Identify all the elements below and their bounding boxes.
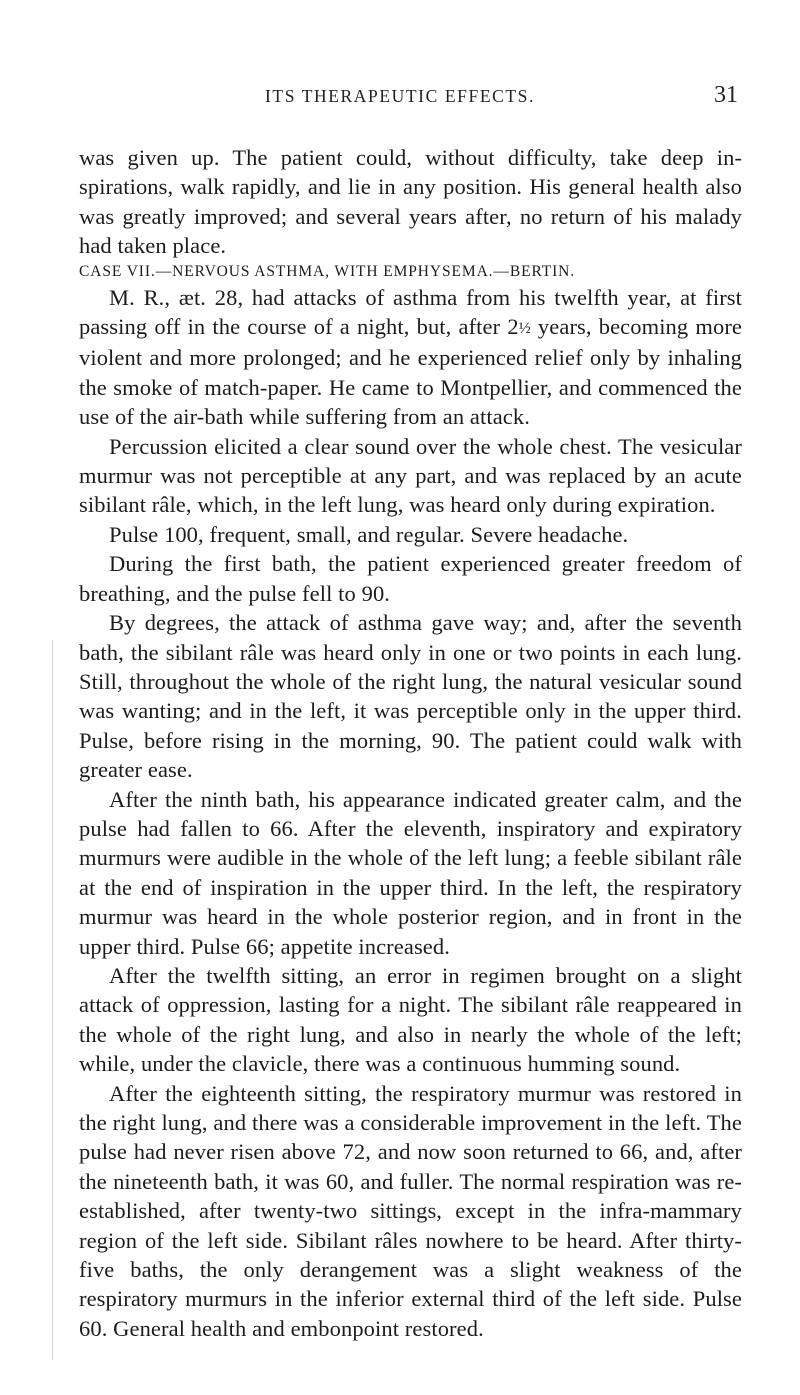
case-heading: CASE VII.—NERVOUS ASTHMA, WITH EMPHYSEMA.—BERTIN. (79, 262, 576, 280)
paragraph-eighteenth-sitting: After the eighteenth sitting, the respiratory murmur was restored in the right lung, and there was a considerable improvement in the left. The pulse had never risen above 72, and now soon returned to 66, and, after the nineteenth bath, it was 60, and fuller. The normal respiration was re-established, after twenty-two sittings, except in the infra-mammary region of the left side. Sibilant râles nowhere to be heard. After thirty-five baths, the only derangement was a slight weakness of the respiratory murmurs in the inferior external third of the left side. Pulse 60. General health and embonpoint restored. (79, 1080, 742, 1341)
fraction-half: ½ (518, 320, 531, 338)
paragraph-case-history-start: M. R., æt. 28, had attacks of asthma from his twelfth year, at first passing off in the course of a night, but, after 2 (79, 284, 742, 340)
running-title: ITS THERAPEUTIC EFFECTS. (265, 86, 535, 106)
paragraph-twelfth-sitting: After the twelfth sitting, an error in regimen brought on a slight attack of oppression, lasting for a night. The sibilant râle reappeared in the whole of the right lung, and also in nearly the whole of the left; while, under the clavicle, there was a continuous humming sound. (79, 962, 742, 1077)
paragraph-first-bath: During the first bath, the patient experienced greater freedom of breathing, and the pulse fell to 90. (79, 551, 742, 606)
page-number: 31 (714, 82, 738, 108)
paragraph-percussion: Percussion elicited a clear sound over the whole chest. The vesicular murmur was not perceptible at any part, and was replaced by an acute sibilant râle, which, in the left lung, was heard only during expiration. (79, 433, 742, 518)
margin-shadow-line (52, 640, 53, 1360)
running-head (0, 82, 800, 112)
body-text (79, 143, 742, 1343)
paragraph-seventh-bath: By degrees, the attack of asthma gave way; and, after the seventh bath, the sibilant râle was heard only in one or two points in each lung. Still, throughout the whole of the right lung, the natural vesicular sound was wanting; and in the left, it was perceptible only in the upper third. Pulse, before rising in the morning, 90. The patient could walk with greater ease. (79, 610, 742, 783)
paragraph-continued: was given up. The patient could, without difficulty, take deep inspirations, walk rapidly, and lie in any position. His general health also was greatly improved; and several years after, no return of his malady had taken place. (79, 145, 742, 259)
paragraph-case-history (79, 283, 742, 432)
paragraph-pulse: Pulse 100, frequent, small, and regular. Severe headache. (109, 521, 629, 547)
paragraph-case-history-end: years, becoming more violent and more prolonged; and he experienced relief only by inhaling the smoke of match-paper. He came to Montpellier, and commenced the use of the air-bath while suffering from an attack. (79, 314, 743, 430)
paragraph-ninth-bath: After the ninth bath, his appearance indicated greater calm, and the pulse had fallen to 66. After the eleventh, inspiratory and expiratory murmurs were audible in the whole of the left lung; a feeble sibilant râle at the end of inspiration in the upper third. In the left, the respiratory murmur was heard in the whole posterior region, and in front in the upper third. Pulse 66; appetite increased. (79, 786, 742, 959)
